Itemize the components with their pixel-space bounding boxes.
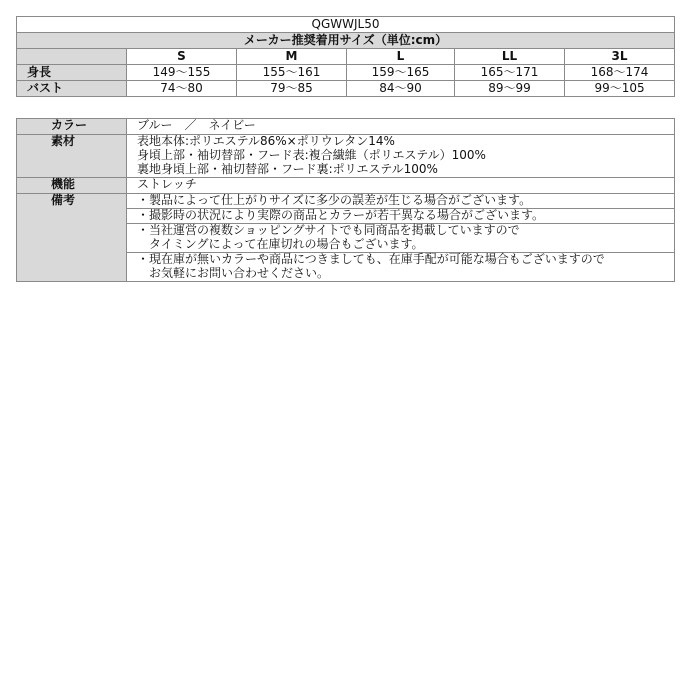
material-label: 素材 [17, 135, 127, 178]
height-l: 159～165 [347, 65, 455, 81]
bust-l: 84～90 [347, 81, 455, 97]
row-label-height: 身長 [17, 65, 127, 81]
row-label-bust: バスト [17, 81, 127, 97]
note-line: ・現在庫が無いカラーや商品につきましても、在庫手配が可能な場合もございますので [137, 252, 605, 266]
height-3l: 168～174 [565, 65, 675, 81]
size-header-l: L [347, 49, 455, 65]
size-header-m: M [237, 49, 347, 65]
color-value: ブルー ／ ネイビー [137, 118, 256, 132]
size-table [16, 16, 675, 97]
height-s: 149～155 [127, 65, 237, 81]
note-line: ・当社運営の複数ショッピングサイトでも同商品を掲載していますので [137, 223, 520, 237]
material-line: 身頃上部・袖切替部・フード表:複合繊維（ポリエステル）100% [137, 148, 486, 162]
function-label: 機能 [17, 178, 127, 194]
product-info-table [16, 118, 675, 282]
size-table-subtitle: メーカー推奨着用サイズ（単位:cm） [17, 33, 675, 49]
function-value: ストレッチ [137, 177, 197, 191]
bust-m: 79～85 [237, 81, 347, 97]
material-line: 表地本体:ポリエステル86%×ポリウレタン14% [137, 134, 395, 148]
size-table-title: QGWWJL50 [17, 17, 675, 33]
size-header-corner [17, 49, 127, 65]
bust-3l: 99～105 [565, 81, 675, 97]
size-header-ll: LL [455, 49, 565, 65]
color-label: カラー [17, 119, 127, 135]
note-line: タイミングによって在庫切れの場合もございます。 [137, 237, 424, 251]
bust-s: 74～80 [127, 81, 237, 97]
material-line: 裏地身頃上部・袖切替部・フード裏:ポリエステル100% [137, 162, 438, 176]
note-line: ・製品によって仕上がりサイズに多少の誤差が生じる場合がございます。 [137, 193, 532, 207]
size-header-s: S [127, 49, 237, 65]
note-line: ・撮影時の状況により実際の商品とカラーが若干異なる場合がございます。 [137, 208, 545, 222]
notes-label: 備考 [17, 194, 127, 282]
bust-ll: 89～99 [455, 81, 565, 97]
height-ll: 165～171 [455, 65, 565, 81]
height-m: 155～161 [237, 65, 347, 81]
size-header-3l: 3L [565, 49, 675, 65]
note-line: お気軽にお問い合わせください。 [137, 266, 330, 280]
